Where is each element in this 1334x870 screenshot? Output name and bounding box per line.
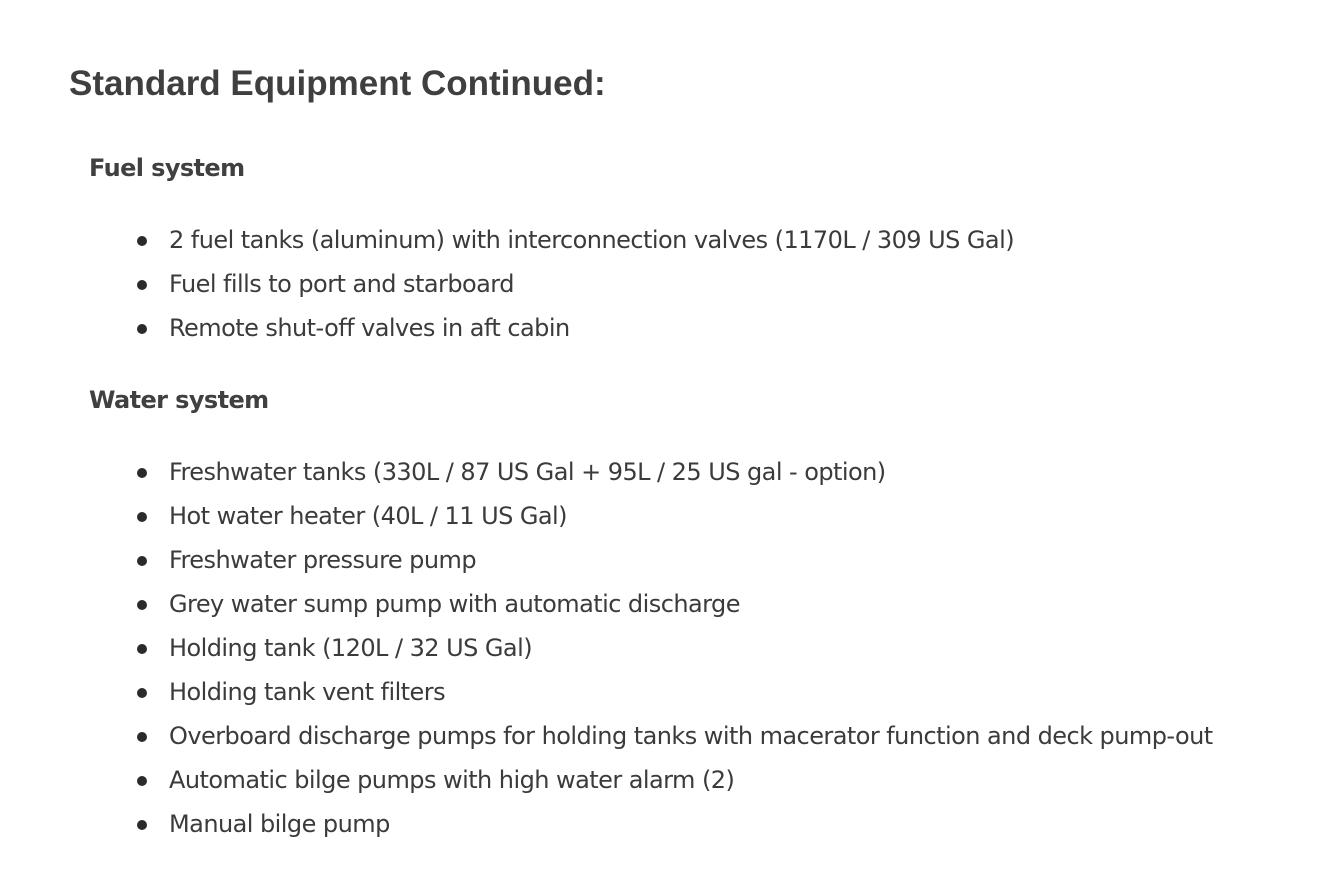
water-system-list [0,450,1213,846]
section-heading-water-system: Water system [89,386,269,414]
list-item-text: Grey water sump pump with automatic discharge [169,590,740,618]
bullet-icon [137,324,147,334]
bullet-icon [137,556,147,566]
list-item-text: Automatic bilge pumps with high water alarm (2) [169,766,735,794]
list-item [0,306,1014,350]
section-heading-fuel-system: Fuel system [89,154,245,182]
list-item [0,582,1213,626]
bullet-icon [137,644,147,654]
list-item-text: Freshwater tanks (330L / 87 US Gal + 95L / 25 US gal - option) [169,458,886,486]
bullet-icon [137,732,147,742]
list-item-text: Freshwater pressure pump [169,546,477,574]
list-item-text: Hot water heater (40L / 11 US Gal) [169,502,567,530]
bullet-icon [137,236,147,246]
bullet-icon [137,280,147,290]
list-item [0,450,1213,494]
bullet-icon [137,512,147,522]
list-item [0,758,1213,802]
bullet-icon [137,600,147,610]
list-item [0,714,1213,758]
list-item [0,626,1213,670]
list-item [0,262,1014,306]
list-item [0,670,1213,714]
fuel-system-list [0,218,1014,350]
list-item-text: Manual bilge pump [169,810,390,838]
bullet-icon [137,468,147,478]
list-item [0,802,1213,846]
list-item-text: 2 fuel tanks (aluminum) with interconnection valves (1170L / 309 US Gal) [169,226,1015,254]
bullet-icon [137,776,147,786]
list-item-text: Holding tank vent filters [169,678,446,706]
list-item [0,538,1213,582]
list-item-text: Overboard discharge pumps for holding tanks with macerator function and deck pump-out [169,722,1213,750]
list-item-text: Holding tank (120L / 32 US Gal) [169,634,533,662]
bullet-icon [137,688,147,698]
list-item-text: Fuel fills to port and starboard [169,270,514,298]
list-item-text: Remote shut-off valves in aft cabin [169,314,570,342]
bullet-icon [137,820,147,830]
list-item [0,494,1213,538]
list-item [0,218,1014,262]
page-title: Standard Equipment Continued: [69,64,606,103]
